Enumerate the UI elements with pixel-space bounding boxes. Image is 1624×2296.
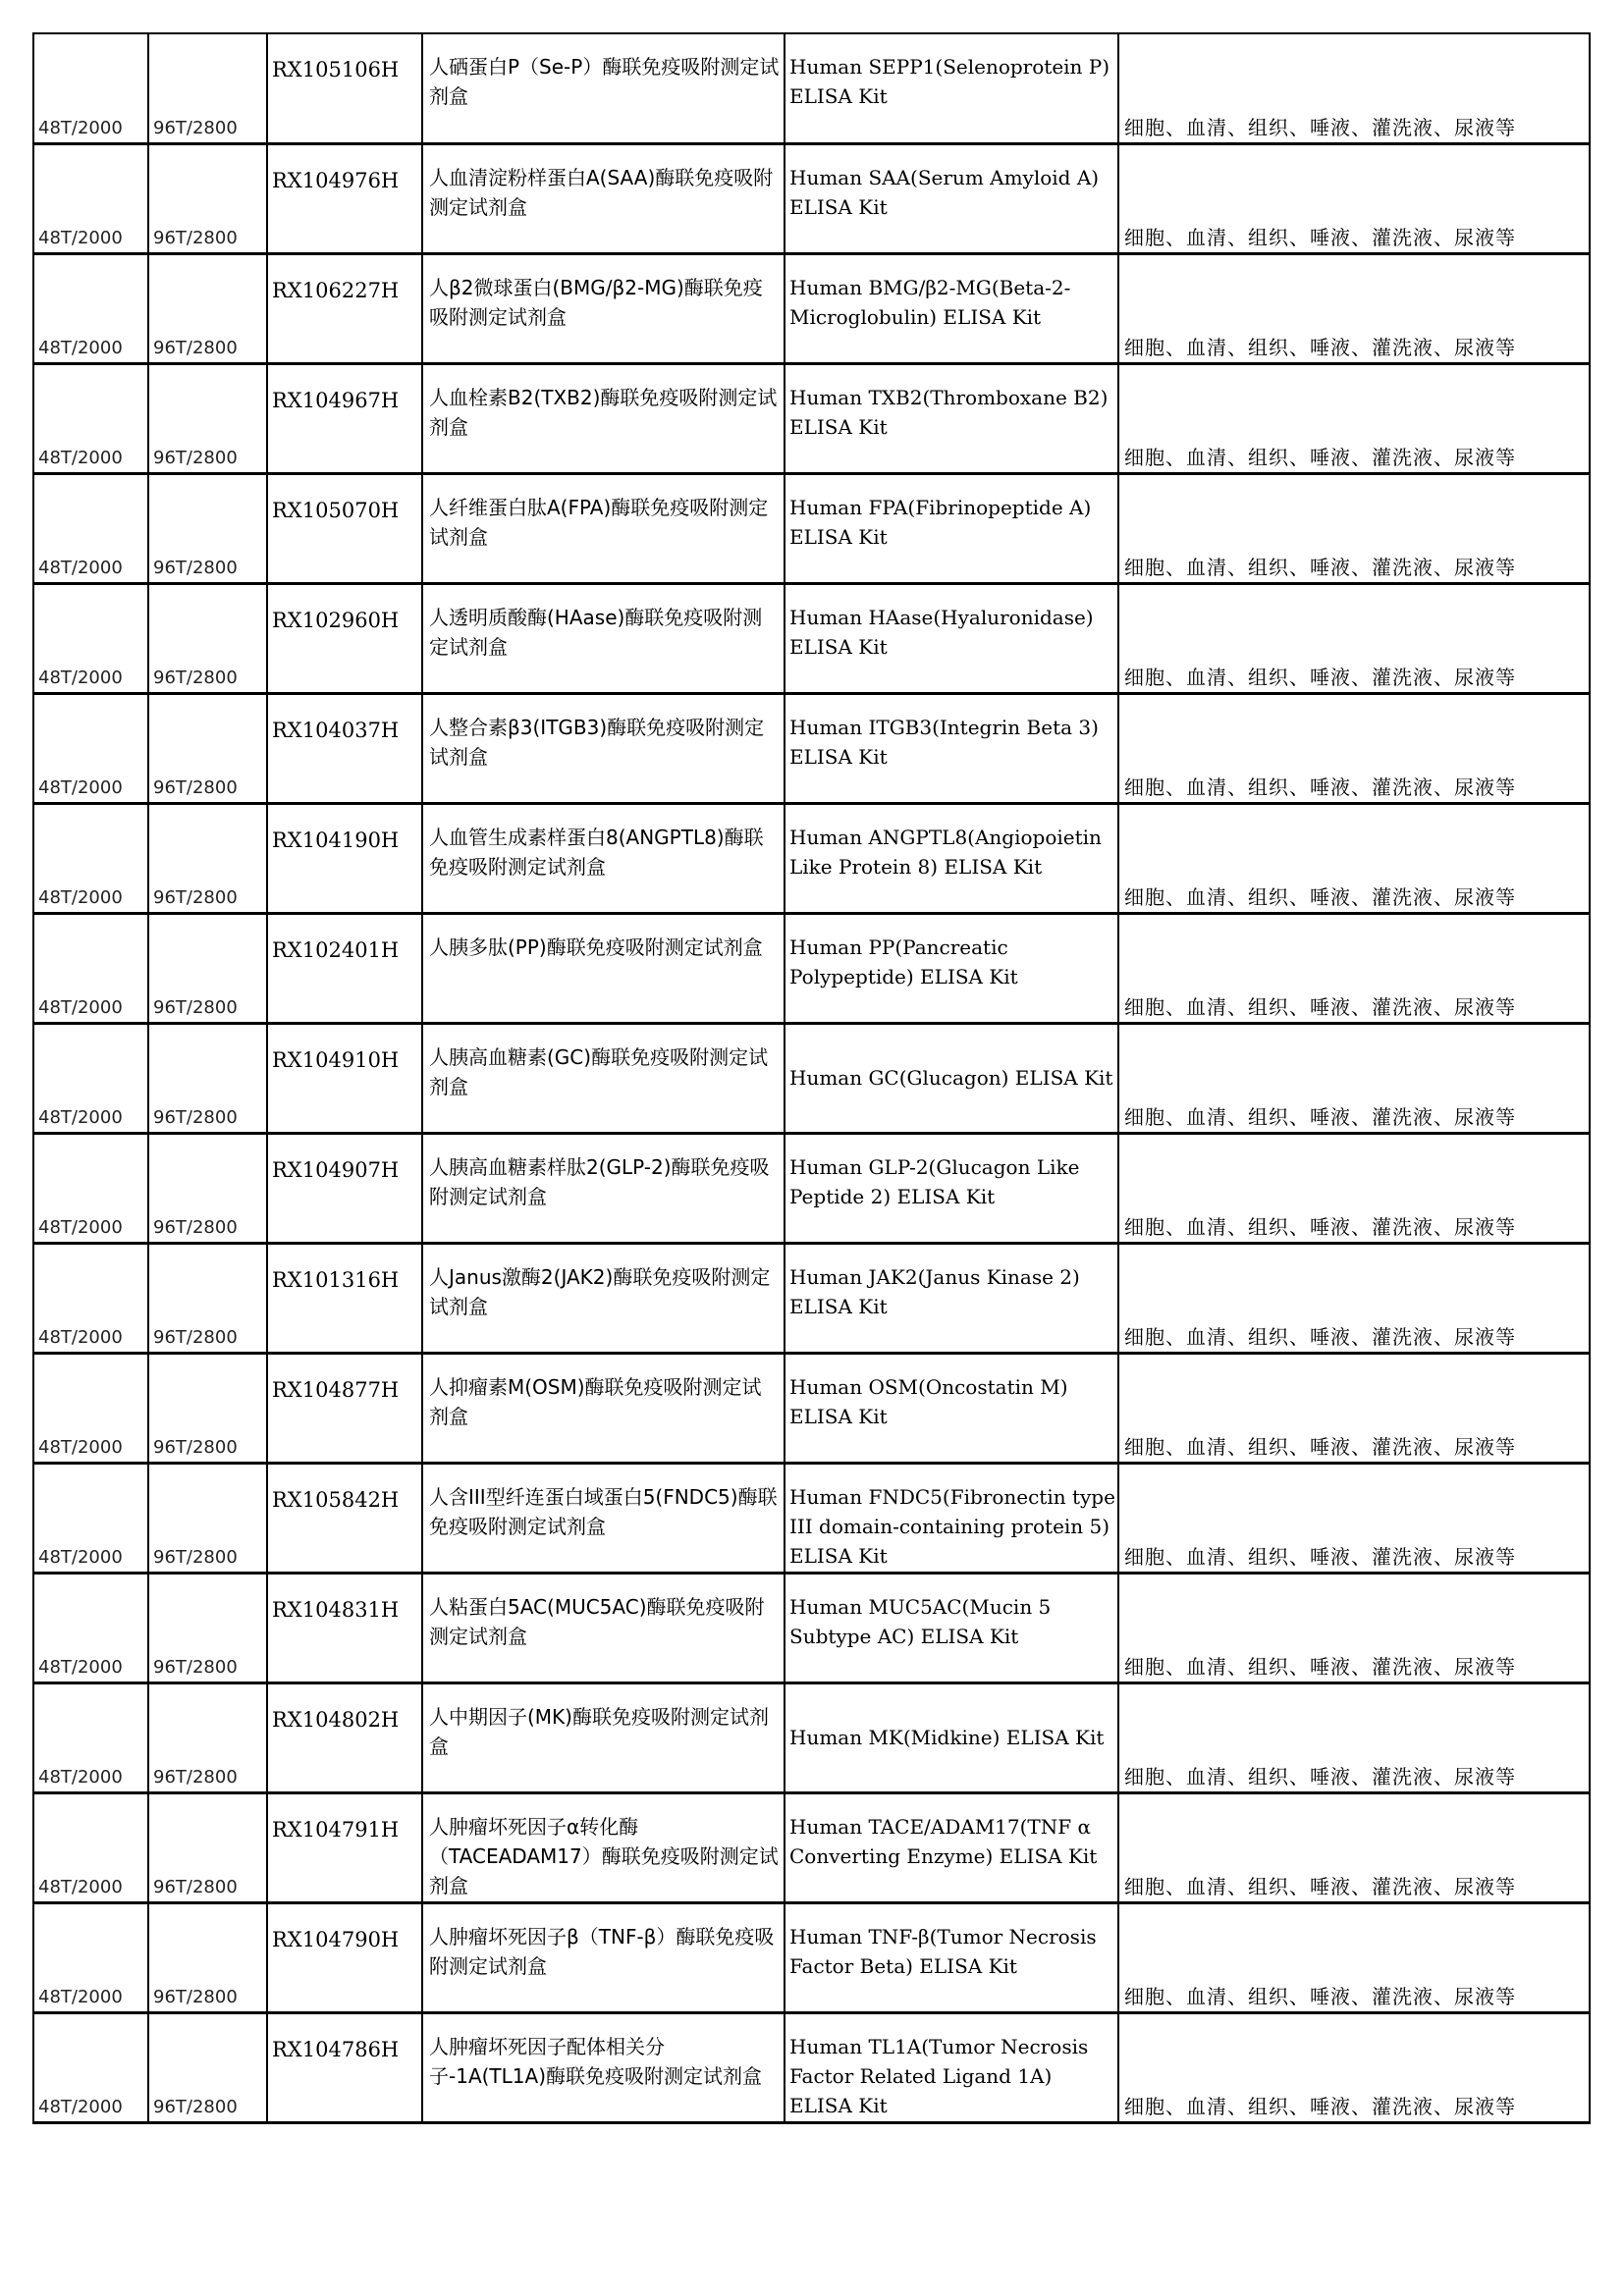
table-row [33,1353,1590,1463]
size-48t-cell: 48T/2000 [33,913,148,1023]
table-row [33,583,1590,693]
table-row [33,1792,1590,1902]
english-name-cell: Human FPA(Fibrinopeptide A) ELISA Kit [785,473,1118,583]
table-row [33,253,1590,363]
table-row [33,473,1590,583]
chinese-name-cell: 人纤维蛋白肽A(FPA)酶联免疫吸附测定试剂盒 [422,473,785,583]
english-name-cell: Human GC(Glucagon) ELISA Kit [785,1023,1118,1133]
catalog-number-cell: RX105842H [267,1463,422,1573]
english-name-cell: Human PP(Pancreatic Polypeptide) ELISA Kit [785,913,1118,1023]
size-96t-cell: 96T/2800 [148,1792,267,1902]
chinese-name-cell: 人血清淀粉样蛋白A(SAA)酶联免疫吸附测定试剂盒 [422,143,785,253]
table-row [33,2012,1590,2122]
english-name-cell: Human HAase(Hyaluronidase) ELISA Kit [785,583,1118,693]
chinese-name-cell: 人中期因子(MK)酶联免疫吸附测定试剂盒 [422,1682,785,1792]
chinese-name-cell: 人含III型纤连蛋白域蛋白5(FNDC5)酶联免疫吸附测定试剂盒 [422,1463,785,1573]
size-96t-cell: 96T/2800 [148,363,267,473]
catalog-number-cell: RX104907H [267,1133,422,1243]
english-name-cell: Human FNDC5(Fibronectin type III domain-containing protein 5) ELISA Kit [785,1463,1118,1573]
chinese-name-cell: 人血管生成素样蛋白8(ANGPTL8)酶联免疫吸附测定试剂盒 [422,803,785,913]
size-48t-cell: 48T/2000 [33,1573,148,1682]
size-96t-cell: 96T/2800 [148,1573,267,1682]
size-48t-cell: 48T/2000 [33,1023,148,1133]
sample-types-cell: 细胞、血清、组织、唾液、灌洗液、尿液等 [1118,1902,1590,2012]
size-48t-cell: 48T/2000 [33,693,148,803]
sample-types-cell: 细胞、血清、组织、唾液、灌洗液、尿液等 [1118,1023,1590,1133]
size-48t-cell: 48T/2000 [33,1682,148,1792]
english-name-cell: Human MK(Midkine) ELISA Kit [785,1682,1118,1792]
english-name-cell: Human JAK2(Janus Kinase 2) ELISA Kit [785,1243,1118,1353]
size-96t-cell: 96T/2800 [148,1023,267,1133]
size-96t-cell: 96T/2800 [148,1243,267,1353]
table-row [33,803,1590,913]
english-name-cell: Human MUC5AC(Mucin 5 Subtype AC) ELISA Kit [785,1573,1118,1682]
table-row [33,913,1590,1023]
sample-types-cell: 细胞、血清、组织、唾液、灌洗液、尿液等 [1118,913,1590,1023]
chinese-name-cell: 人肿瘤坏死因子配体相关分子-1A(TL1A)酶联免疫吸附测定试剂盒 [422,2012,785,2122]
size-48t-cell: 48T/2000 [33,1902,148,2012]
sample-types-cell: 细胞、血清、组织、唾液、灌洗液、尿液等 [1118,1792,1590,1902]
english-name-cell: Human SEPP1(Selenoprotein P) ELISA Kit [785,33,1118,143]
table-row [33,1023,1590,1133]
chinese-name-cell: 人硒蛋白P（Se-P）酶联免疫吸附测定试剂盒 [422,33,785,143]
catalog-number-cell: RX104976H [267,143,422,253]
size-96t-cell: 96T/2800 [148,803,267,913]
sample-types-cell: 细胞、血清、组织、唾液、灌洗液、尿液等 [1118,1353,1590,1463]
english-name-cell: Human TACE/ADAM17(TNF α Converting Enzyme) ELISA Kit [785,1792,1118,1902]
chinese-name-cell: 人透明质酸酶(HAase)酶联免疫吸附测定试剂盒 [422,583,785,693]
sample-types-cell: 细胞、血清、组织、唾液、灌洗液、尿液等 [1118,803,1590,913]
english-name-cell: Human ANGPTL8(Angiopoietin Like Protein 8) ELISA Kit [785,803,1118,913]
size-48t-cell: 48T/2000 [33,1463,148,1573]
size-96t-cell: 96T/2800 [148,473,267,583]
size-48t-cell: 48T/2000 [33,803,148,913]
table-row [33,1573,1590,1682]
sample-types-cell: 细胞、血清、组织、唾液、灌洗液、尿液等 [1118,143,1590,253]
catalog-number-cell: RX104831H [267,1573,422,1682]
chinese-name-cell: 人肿瘤坏死因子α转化酶（TACEADAM17）酶联免疫吸附测定试剂盒 [422,1792,785,1902]
size-96t-cell: 96T/2800 [148,33,267,143]
chinese-name-cell: 人血栓素B2(TXB2)酶联免疫吸附测定试剂盒 [422,363,785,473]
sample-types-cell: 细胞、血清、组织、唾液、灌洗液、尿液等 [1118,1243,1590,1353]
size-96t-cell: 96T/2800 [148,693,267,803]
size-96t-cell: 96T/2800 [148,1902,267,2012]
size-96t-cell: 96T/2800 [148,1682,267,1792]
catalog-number-cell: RX104967H [267,363,422,473]
size-96t-cell: 96T/2800 [148,143,267,253]
catalog-number-cell: RX104791H [267,1792,422,1902]
size-48t-cell: 48T/2000 [33,473,148,583]
catalog-number-cell: RX104877H [267,1353,422,1463]
sample-types-cell: 细胞、血清、组织、唾液、灌洗液、尿液等 [1118,1133,1590,1243]
size-48t-cell: 48T/2000 [33,1133,148,1243]
chinese-name-cell: 人Janus激酶2(JAK2)酶联免疫吸附测定试剂盒 [422,1243,785,1353]
sample-types-cell: 细胞、血清、组织、唾液、灌洗液、尿液等 [1118,693,1590,803]
chinese-name-cell: 人抑瘤素M(OSM)酶联免疫吸附测定试剂盒 [422,1353,785,1463]
size-48t-cell: 48T/2000 [33,33,148,143]
sample-types-cell: 细胞、血清、组织、唾液、灌洗液、尿液等 [1118,33,1590,143]
table-row [33,1243,1590,1353]
table-row [33,1902,1590,2012]
size-96t-cell: 96T/2800 [148,253,267,363]
catalog-number-cell: RX101316H [267,1243,422,1353]
catalog-number-cell: RX105070H [267,473,422,583]
catalog-number-cell: RX104802H [267,1682,422,1792]
size-96t-cell: 96T/2800 [148,1133,267,1243]
english-name-cell: Human TL1A(Tumor Necrosis Factor Related Ligand 1A) ELISA Kit [785,2012,1118,2122]
chinese-name-cell: 人胰高血糖素(GC)酶联免疫吸附测定试剂盒 [422,1023,785,1133]
size-48t-cell: 48T/2000 [33,253,148,363]
table-row [33,693,1590,803]
chinese-name-cell: 人粘蛋白5AC(MUC5AC)酶联免疫吸附测定试剂盒 [422,1573,785,1682]
sample-types-cell: 细胞、血清、组织、唾液、灌洗液、尿液等 [1118,2012,1590,2122]
chinese-name-cell: 人胰高血糖素样肽2(GLP-2)酶联免疫吸附测定试剂盒 [422,1133,785,1243]
table-row [33,1463,1590,1573]
catalog-number-cell: RX104786H [267,2012,422,2122]
chinese-name-cell: 人胰多肽(PP)酶联免疫吸附测定试剂盒 [422,913,785,1023]
sample-types-cell: 细胞、血清、组织、唾液、灌洗液、尿液等 [1118,1682,1590,1792]
sample-types-cell: 细胞、血清、组织、唾液、灌洗液、尿液等 [1118,1573,1590,1682]
size-96t-cell: 96T/2800 [148,2012,267,2122]
sample-types-cell: 细胞、血清、组织、唾液、灌洗液、尿液等 [1118,253,1590,363]
english-name-cell: Human GLP-2(Glucagon Like Peptide 2) ELISA Kit [785,1133,1118,1243]
table-row [33,363,1590,473]
size-48t-cell: 48T/2000 [33,143,148,253]
size-48t-cell: 48T/2000 [33,1243,148,1353]
table-body [33,33,1590,2122]
table-row [33,143,1590,253]
english-name-cell: Human OSM(Oncostatin M) ELISA Kit [785,1353,1118,1463]
sample-types-cell: 细胞、血清、组织、唾液、灌洗液、尿液等 [1118,363,1590,473]
size-96t-cell: 96T/2800 [148,1353,267,1463]
table-row [33,1133,1590,1243]
table-row [33,33,1590,143]
catalog-number-cell: RX104790H [267,1902,422,2012]
english-name-cell: Human SAA(Serum Amyloid A) ELISA Kit [785,143,1118,253]
english-name-cell: Human TNF-β(Tumor Necrosis Factor Beta) ELISA Kit [785,1902,1118,2012]
english-name-cell: Human ITGB3(Integrin Beta 3) ELISA Kit [785,693,1118,803]
catalog-number-cell: RX102401H [267,913,422,1023]
size-96t-cell: 96T/2800 [148,583,267,693]
catalog-number-cell: RX106227H [267,253,422,363]
english-name-cell: Human TXB2(Thromboxane B2) ELISA Kit [785,363,1118,473]
size-48t-cell: 48T/2000 [33,583,148,693]
size-48t-cell: 48T/2000 [33,2012,148,2122]
chinese-name-cell: 人肿瘤坏死因子β（TNF-β）酶联免疫吸附测定试剂盒 [422,1902,785,2012]
chinese-name-cell: 人整合素β3(ITGB3)酶联免疫吸附测定试剂盒 [422,693,785,803]
product-table [32,32,1591,2124]
table-row [33,1682,1590,1792]
size-96t-cell: 96T/2800 [148,1463,267,1573]
size-48t-cell: 48T/2000 [33,1353,148,1463]
catalog-number-cell: RX102960H [267,583,422,693]
catalog-number-cell: RX105106H [267,33,422,143]
size-96t-cell: 96T/2800 [148,913,267,1023]
size-48t-cell: 48T/2000 [33,1792,148,1902]
chinese-name-cell: 人β2微球蛋白(BMG/β2-MG)酶联免疫吸附测定试剂盒 [422,253,785,363]
english-name-cell: Human BMG/β2-MG(Beta-2-Microglobulin) ELISA Kit [785,253,1118,363]
catalog-number-cell: RX104190H [267,803,422,913]
catalog-number-cell: RX104037H [267,693,422,803]
catalog-number-cell: RX104910H [267,1023,422,1133]
sample-types-cell: 细胞、血清、组织、唾液、灌洗液、尿液等 [1118,1463,1590,1573]
sample-types-cell: 细胞、血清、组织、唾液、灌洗液、尿液等 [1118,473,1590,583]
sample-types-cell: 细胞、血清、组织、唾液、灌洗液、尿液等 [1118,583,1590,693]
size-48t-cell: 48T/2000 [33,363,148,473]
